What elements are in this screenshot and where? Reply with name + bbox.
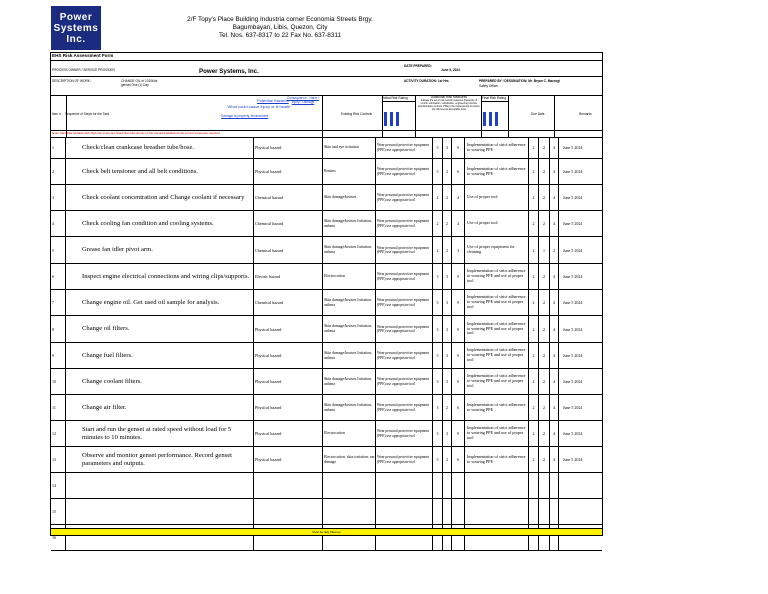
initial-severity: 2: [443, 447, 452, 472]
table-row: [51, 343, 602, 369]
item-number: 6: [51, 264, 66, 289]
hazard-type: Physical hazard: [254, 395, 323, 420]
task-step: Check cooling fan condition and cooling systems.: [66, 211, 254, 236]
initial-likelihood: 2: [433, 211, 443, 236]
initial-risk: 9: [452, 264, 465, 289]
task-step: Change fuel filters.: [66, 343, 254, 368]
table-row: [51, 421, 602, 447]
existing-control: Wear personal protective equipment (PPE) use appropriate tool: [376, 369, 433, 394]
risk-consequence: [323, 499, 376, 524]
existing-control: Wear personal protective equipment (PPE) use appropriate tool: [376, 185, 433, 210]
initial-severity: 3: [443, 343, 452, 368]
final-likelihood: [529, 473, 539, 498]
existing-control: Wear personal protective equipment (PPE) use appropriate tool: [376, 447, 433, 472]
final-likelihood: 2: [529, 159, 539, 184]
risk-assessment-form: [50, 52, 603, 540]
final-likelihood: 2: [529, 421, 539, 446]
additional-measure: Implementation of strict adherence to wearing PPE and use of proper tool: [465, 316, 529, 342]
final-risk: 4: [550, 421, 559, 446]
risk-consequence: Electrocution: [323, 421, 376, 446]
existing-control: Wear personal protective equipment (PPE) use appropriate tool: [376, 264, 433, 289]
task-step: Change coolant filters.: [66, 369, 254, 394]
date-prepared-value: June 5, 2024: [441, 68, 460, 72]
initial-risk: 9: [452, 369, 465, 394]
initial-likelihood: [433, 473, 443, 498]
final-risk: 4: [550, 159, 559, 184]
hazard-type: Physical hazard: [254, 159, 323, 184]
initial-severity: 3: [443, 264, 452, 289]
due-date: June 5 2024: [563, 247, 583, 253]
initial-risk: 4: [452, 211, 465, 236]
due-date: June 5 2024: [563, 169, 583, 174]
final-likelihood: [529, 499, 539, 524]
initial-severity: 2: [443, 395, 452, 420]
due-date: June 5 2024: [563, 405, 583, 410]
item-number: 15: [51, 499, 66, 524]
risk-consequence: Skin damage/bruises Irritation, asthma: [323, 395, 376, 420]
task-step: Check belt tensioner and all belt conditions.: [66, 159, 254, 184]
existing-control: Wear personal protective equipment (PPE) use appropriate tool: [376, 290, 433, 315]
priority-note: Note: Identified hazards with high risk score are listed first with priority of the required additional risk control measures required: [52, 131, 220, 135]
final-severity: 2: [539, 159, 550, 184]
activity-duration: ACTIVITY DURATION: 1st Hrs: [404, 79, 449, 83]
date-prepared-label: DATE PREPARED:: [404, 64, 432, 68]
risk-consequence: Skin damage/bruises Irritation, asthma: [323, 211, 376, 236]
initial-risk: 9: [452, 316, 465, 342]
initial-likelihood: 3: [433, 343, 443, 368]
due-date: June 5 2024: [563, 457, 583, 462]
additional-measure: Implementation of strict adherence to wearing PPE: [465, 159, 529, 184]
initial-risk: 6: [452, 447, 465, 472]
due-date: June 5 2024: [563, 300, 583, 305]
table-row: [51, 137, 602, 159]
initial-likelihood: 3: [433, 264, 443, 289]
address-line-1: 2/F Topy's Place Building Industria corner Economia Streets Brgy.: [187, 16, 373, 23]
initial-severity: 3: [443, 137, 452, 158]
final-risk: [550, 499, 559, 524]
hazard-type: Electric hazard: [254, 264, 323, 289]
due-date: June 5 2024: [563, 221, 583, 226]
description-label: DESCRIPTION OF WORK:: [52, 79, 91, 83]
final-severity: 2: [539, 211, 550, 236]
initial-likelihood: 3: [433, 421, 443, 446]
due-date: June 5 2024: [563, 326, 583, 332]
initial-severity: 3: [443, 316, 452, 342]
additional-measure: Implementation of strict adherence to wearing PPE and use of proper tool: [465, 343, 529, 368]
initial-risk: 6: [452, 395, 465, 420]
address-line-2: Bagumbayan, Libis, Quezon, City: [232, 24, 328, 31]
final-likelihood: 2: [529, 264, 539, 289]
initial-risk: 9: [452, 290, 465, 315]
initial-likelihood: 3: [433, 137, 443, 158]
final-severity: 2: [539, 343, 550, 368]
hazard-type: Chemical hazard: [254, 185, 323, 210]
hazard-type: Chemical hazard: [254, 290, 323, 315]
final-risk: 4: [550, 264, 559, 289]
item-number: 12: [51, 421, 66, 446]
additional-measure: Use of proper tool: [465, 211, 529, 236]
final-risk: 4: [550, 316, 559, 342]
table-row: [51, 185, 602, 211]
table-row: [51, 264, 602, 290]
item-number: 10: [51, 369, 66, 394]
program-label: PROCESS OWNER / SERVICE PROVIDER: [52, 68, 115, 72]
hazard-type: Chemical hazard: [254, 211, 323, 236]
final-severity: 2: [539, 369, 550, 394]
final-likelihood: 2: [529, 395, 539, 420]
final-severity: 2: [539, 316, 550, 342]
hazard-type: Physical hazard: [254, 316, 323, 342]
final-severity: 2: [539, 421, 550, 446]
initial-likelihood: 3: [433, 395, 443, 420]
item-number: 16: [51, 525, 66, 550]
initial-risk: [452, 473, 465, 498]
hazard-type: Chemical hazard: [254, 237, 323, 263]
address-line-3: Tel. Nos. 637-8317 to 22 Fax No. 637-8311: [218, 32, 342, 39]
table-row: [51, 499, 602, 525]
item-number: 9: [51, 343, 66, 368]
item-number: 3: [51, 185, 66, 210]
col-remarks: Remarks: [579, 112, 592, 116]
initial-severity: 3: [443, 290, 452, 315]
risk-consequence: Skin damage/bruises: [323, 185, 376, 210]
col-initial-rating: Initial Risk Rating: [383, 96, 408, 100]
initial-likelihood: 3: [433, 369, 443, 394]
due-date: June 5 2024: [563, 431, 583, 436]
table-row: [51, 316, 602, 343]
existing-control: Wear personal protective equipment (PPE) use appropriate tool: [376, 395, 433, 420]
company-logo: [51, 6, 101, 50]
item-number: 2: [51, 159, 66, 184]
initial-risk: 9: [452, 421, 465, 446]
risk-consequence: Electrocution, skin irritation, ear damage: [323, 447, 376, 472]
existing-control: [376, 473, 433, 498]
item-number: 1: [51, 137, 66, 158]
final-severity: 2: [539, 264, 550, 289]
final-severity: 2: [539, 395, 550, 420]
initial-severity: 3: [443, 369, 452, 394]
final-risk: [550, 473, 559, 498]
col-final-rating: Final Risk Rating: [482, 96, 507, 100]
additional-measure: Implementation of strict adherence to wearing PPE and use of proper tool: [465, 264, 529, 289]
risk-consequence: Skin and eye irritation: [323, 137, 376, 158]
final-severity: 2: [539, 290, 550, 315]
final-likelihood: 2: [529, 369, 539, 394]
final-risk: 4: [550, 185, 559, 210]
due-date: June 5 2024: [563, 145, 583, 150]
initial-risk: [452, 499, 465, 524]
col-existing-controls: Existing Risk Controls: [341, 112, 372, 116]
final-likelihood: 2: [529, 316, 539, 342]
footer-note: Must be duly filled up: [312, 530, 341, 534]
due-date: [559, 499, 602, 524]
initial-severity: 2: [443, 211, 452, 236]
final-risk: 4: [550, 447, 559, 472]
col-sequence: Sequence of Steps for the Task: [65, 112, 110, 116]
form-title: EHS Risk Assessment Form: [52, 53, 114, 58]
hazard-type: Physical hazard: [254, 447, 323, 472]
table-row: [51, 159, 602, 185]
final-severity: [539, 499, 550, 524]
due-date: June 5 2024: [563, 379, 583, 384]
logo-line-2: Systems: [53, 23, 99, 34]
table-row: [51, 290, 602, 316]
initial-likelihood: 3: [433, 290, 443, 315]
final-risk: 4: [550, 137, 559, 158]
task-step: [66, 473, 254, 498]
risk-consequence: [323, 473, 376, 498]
due-date: June 5 2024: [563, 195, 583, 200]
footer-bar: [51, 528, 602, 535]
final-likelihood: 2: [529, 447, 539, 472]
additional-measure: Implementation of strict adherence to wearing PPE: [465, 447, 529, 472]
logo-line-1: Power: [59, 12, 93, 23]
final-likelihood: 2: [529, 343, 539, 368]
company-address: [150, 16, 410, 40]
initial-risk: 9: [452, 343, 465, 368]
table-row: [51, 473, 602, 499]
risk-consequence: Skin damage/bruises Irritation, asthma: [323, 343, 376, 368]
final-risk: 4: [550, 343, 559, 368]
final-risk: 4: [550, 211, 559, 236]
final-likelihood: 2: [529, 137, 539, 158]
initial-risk: 6: [452, 159, 465, 184]
task-step: Change oil filters.: [66, 316, 254, 342]
final-likelihood: 2: [529, 237, 539, 263]
item-number: 8: [51, 316, 66, 342]
col-potential-hazard-sub: What could cause injury or ill health: [227, 104, 291, 109]
table-row: [51, 369, 602, 395]
additional-measure: Implementation of strict adherence to wearing PPE and use of proper tool: [465, 421, 529, 446]
hazard-type: Physical hazard: [254, 343, 323, 368]
risk-consequence: Skin damage/bruises Irritation, asthma: [323, 290, 376, 315]
initial-likelihood: 3: [433, 316, 443, 342]
task-step: Check/clean crankcase breather tube/hose.: [66, 137, 254, 158]
risk-consequence: Bruises: [323, 159, 376, 184]
additional-measure: Implementation of strict adherence to wearing PPE and use of proper tool: [465, 290, 529, 315]
item-number: 13: [51, 447, 66, 472]
final-risk: 2: [550, 237, 559, 263]
table-row: [51, 447, 602, 473]
additional-measure: Use of proper tool: [465, 185, 529, 210]
final-risk: 4: [550, 290, 559, 315]
item-number: 5: [51, 237, 66, 263]
task-step: Grease fan idler pivot arm.: [66, 237, 254, 263]
additional-measure: [465, 473, 529, 498]
initial-severity: 2: [443, 185, 452, 210]
hazard-type: [254, 473, 323, 498]
prepared-role: Safety Officer: [479, 84, 499, 88]
existing-control: Wear personal protective equipment (PPE) use appropriate tool: [376, 421, 433, 446]
additional-measure: Implementation of strict adherence to wearing PPE and use of proper tool: [465, 369, 529, 394]
initial-severity: 3: [443, 421, 452, 446]
risk-consequence: Electrocution: [323, 264, 376, 289]
additional-measure: [465, 499, 529, 524]
initial-likelihood: [433, 499, 443, 524]
hazard-type: Physical hazard: [254, 369, 323, 394]
initial-risk: 9: [452, 137, 465, 158]
table-row: [51, 211, 602, 237]
task-step: Inspect engine electrical connections and wiring clips/supports.: [66, 264, 254, 289]
final-severity: 2: [539, 447, 550, 472]
item-number: 11: [51, 395, 66, 420]
table-row: [51, 237, 602, 264]
col-additional: Additional Risk Measures: [431, 95, 467, 99]
task-step: Observe and monitor genset performance. Record genset parameters and outputs.: [66, 447, 254, 472]
logo-line-3: Inc.: [66, 34, 86, 45]
existing-control: [376, 499, 433, 524]
additional-measure: Implementation of strict adherence to wearing PPE: [465, 137, 529, 158]
col-additional-sub: Indicate the set of risk control measures (hierarchy of control: elimination, substitution, engineering controls, administrative controls, PPE) to be implemented to reduce the risk level to acceptable level: [418, 99, 480, 111]
initial-severity: 2: [443, 237, 452, 263]
additional-measure: Use of proper equipment for cleaning: [465, 237, 529, 263]
col-due-date: Due Date: [531, 112, 545, 116]
final-severity: 2: [539, 137, 550, 158]
due-date: June 5 2024: [563, 353, 583, 358]
item-number: 7: [51, 290, 66, 315]
additional-measure: Implementation of strict adherence to wearing PPE: [465, 395, 529, 420]
task-step: Change engine oil. Get used oil sample for analysis.: [66, 290, 254, 315]
col-risk: Consequence - Harm / Injury / Damage: [286, 96, 320, 104]
risk-consequence: Skin damage/bruises Irritation, asthma: [323, 237, 376, 263]
existing-control: Wear personal protective equipment (PPE) use appropriate tool: [376, 159, 433, 184]
task-step: [66, 499, 254, 524]
hazard-type: Physical hazard: [254, 421, 323, 446]
final-severity: 2: [539, 185, 550, 210]
task-step: Change air filter.: [66, 395, 254, 420]
col-item: Item #: [52, 112, 61, 116]
final-severity: [539, 473, 550, 498]
company-name: Power Systems, Inc.: [199, 68, 259, 75]
item-number: 4: [51, 211, 66, 236]
risk-consequence: Skin damage/bruises Irritation, asthma: [323, 369, 376, 394]
existing-control: Wear personal protective equipment (PPE) use appropriate tool: [376, 237, 433, 263]
risk-consequence: Skin damage/bruises Irritation, asthma: [323, 316, 376, 342]
initial-severity: [443, 473, 452, 498]
task-step: Start and run the genset at rated speed without load for 5 minutes to 10 minutes.: [66, 421, 254, 446]
final-likelihood: 2: [529, 290, 539, 315]
existing-control: Wear personal protective equipment (PPE) use appropriate tool: [376, 211, 433, 236]
initial-severity: 2: [443, 159, 452, 184]
due-date: [559, 473, 602, 498]
existing-control: Wear personal protective equipment (PPE) use appropriate tool: [376, 343, 433, 368]
initial-severity: [443, 499, 452, 524]
existing-control: Wear personal protective equipment (PPE) use appropriate tool: [376, 137, 433, 158]
hazard-type: [254, 499, 323, 524]
final-risk: 4: [550, 395, 559, 420]
description-value: CHANGE OIL of 1010kVa genset One (1) Day: [121, 79, 158, 87]
final-severity: 1: [539, 237, 550, 263]
prepared-by: PREPARED BY / DESIGNATION: Mr. Bryan C. Macrogi: [479, 79, 560, 83]
col-potential-hazard: Potential Hazards: [257, 98, 289, 103]
due-date: June 5 2024: [563, 274, 583, 279]
initial-risk: 4: [452, 185, 465, 210]
hazard-type: Physical hazard: [254, 137, 323, 158]
final-likelihood: 2: [529, 185, 539, 210]
table-row: [51, 395, 602, 421]
col-risk-sub: Damage to property, environment: [221, 114, 269, 118]
task-step: Check coolant concentration and Change coolant if necessary: [66, 185, 254, 210]
final-likelihood: 2: [529, 211, 539, 236]
item-number: 14: [51, 473, 66, 498]
existing-control: Wear personal protective equipment (PPE) use appropriate tool: [376, 316, 433, 342]
initial-likelihood: 3: [433, 447, 443, 472]
initial-risk: 3: [452, 237, 465, 263]
final-risk: 4: [550, 369, 559, 394]
initial-likelihood: 2: [433, 185, 443, 210]
initial-likelihood: 3: [433, 159, 443, 184]
initial-likelihood: 2: [433, 237, 443, 263]
